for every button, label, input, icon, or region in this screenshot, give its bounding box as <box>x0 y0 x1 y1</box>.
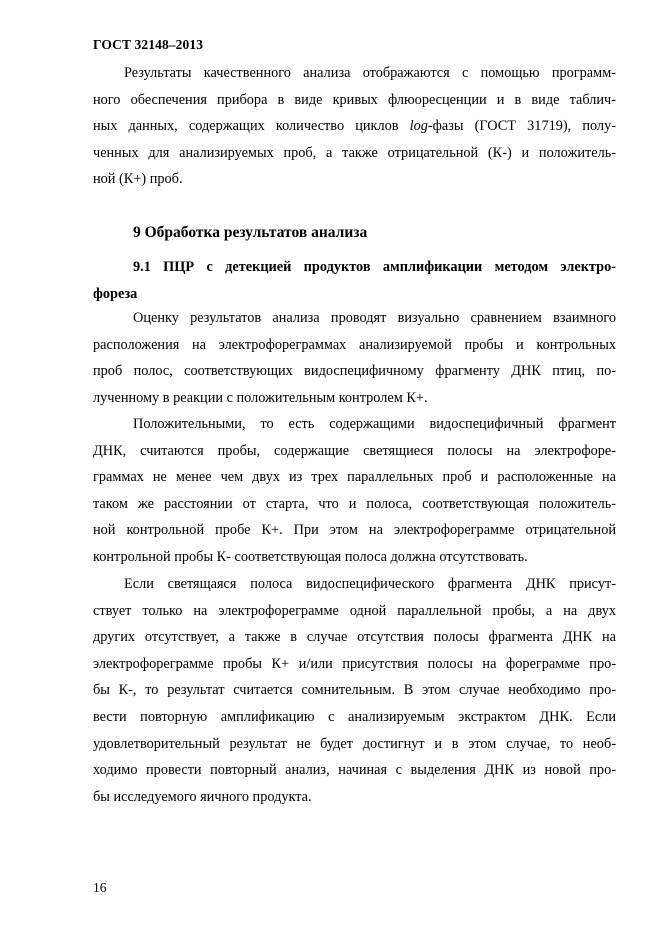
text-line: ного обеспечения прибора в виде кривых флюоресценции и в виде таблич- <box>93 91 616 108</box>
text-line: расположения на электрофореграммах анализируемой пробы и контрольных <box>93 336 616 353</box>
text-line: лученному в реакции с положительным контролем К+. <box>93 389 428 406</box>
paragraph-doubtful-result <box>93 571 616 810</box>
text-line: Оценку результатов анализа проводят визуально сравнением взаимного <box>133 310 616 326</box>
page-number: 16 <box>93 880 107 895</box>
subsection-title <box>93 254 616 307</box>
text-line-with-italic <box>93 113 616 140</box>
text-line: Результаты качественного анализа отображаются с помощью программ- <box>124 65 616 81</box>
subsection-title-line: фореза <box>93 285 138 302</box>
text-line: ной (К+) проб. <box>93 171 183 188</box>
text-fragment: ных данных, содержащих количество циклов <box>93 118 410 135</box>
text-line: других отсутствует, а также в случае отсутствия полосы фрагмента ДНК на <box>93 629 616 646</box>
text-line: удовлетворительный результат не будет достигнут и в этом случае, то необ- <box>93 735 616 752</box>
text-line: контрольной пробы К- соответствующая полоса должна отсутствовать. <box>93 548 528 565</box>
text-line: бы исследуемого яичного продукта. <box>93 788 312 805</box>
intro-paragraph <box>93 60 616 193</box>
standard-header: ГОСТ 32148–2013 <box>93 37 204 52</box>
text-line: проб полос, соответствующих видоспецифичному фрагменту ДНК птиц, по- <box>93 363 616 380</box>
text-line: таком же расстоянии от старта, что и полоса, соответствующая положитель- <box>93 495 616 512</box>
text-line: Если светящаяся полоса видоспецифического фрагмента ДНК присут- <box>124 576 616 592</box>
text-line: ДНК, считаются пробы, содержащие светящиеся полосы на электрофоре- <box>93 442 616 459</box>
text-line: ходимо провести повторный анализ, начиная с выделения ДНК из новой про- <box>93 762 616 779</box>
text-line: граммах не менее чем двух из трех параллельных проб и расположенные на <box>93 469 616 486</box>
paragraph-positive-criteria <box>93 411 616 571</box>
text-line: ствует только на электрофореграмме одной параллельной пробы, а на двух <box>93 602 616 619</box>
text-fragment: -фазы (ГОСТ 31719), полу- <box>427 118 616 135</box>
text-line: Положительными, то есть содержащими видоспецифичный фрагмент <box>133 416 616 432</box>
text-line: ченных для анализируемых проб, а также отрицательной (К-) и положитель- <box>93 144 616 161</box>
subsection-title-line: 9.1 ПЦР с детекцией продуктов амплификации методом электро- <box>133 259 616 275</box>
text-line: вести повторную амплификацию с анализируемым экстрактом ДНК. Если <box>93 708 616 725</box>
text-line: ной контрольной пробе К+. При этом на электрофореграмме отрицательной <box>93 522 616 539</box>
italic-term: log <box>409 118 428 135</box>
section-title: 9 Обработка результатов анализа <box>133 224 368 241</box>
text-line: бы К-, то результат считается сомнительным. В этом случае необходимо про- <box>93 682 616 699</box>
paragraph-visual-assessment <box>93 305 616 411</box>
text-line: электрофореграмме пробы К+ и/или присутствия полосы на фореграмме про- <box>93 655 616 672</box>
